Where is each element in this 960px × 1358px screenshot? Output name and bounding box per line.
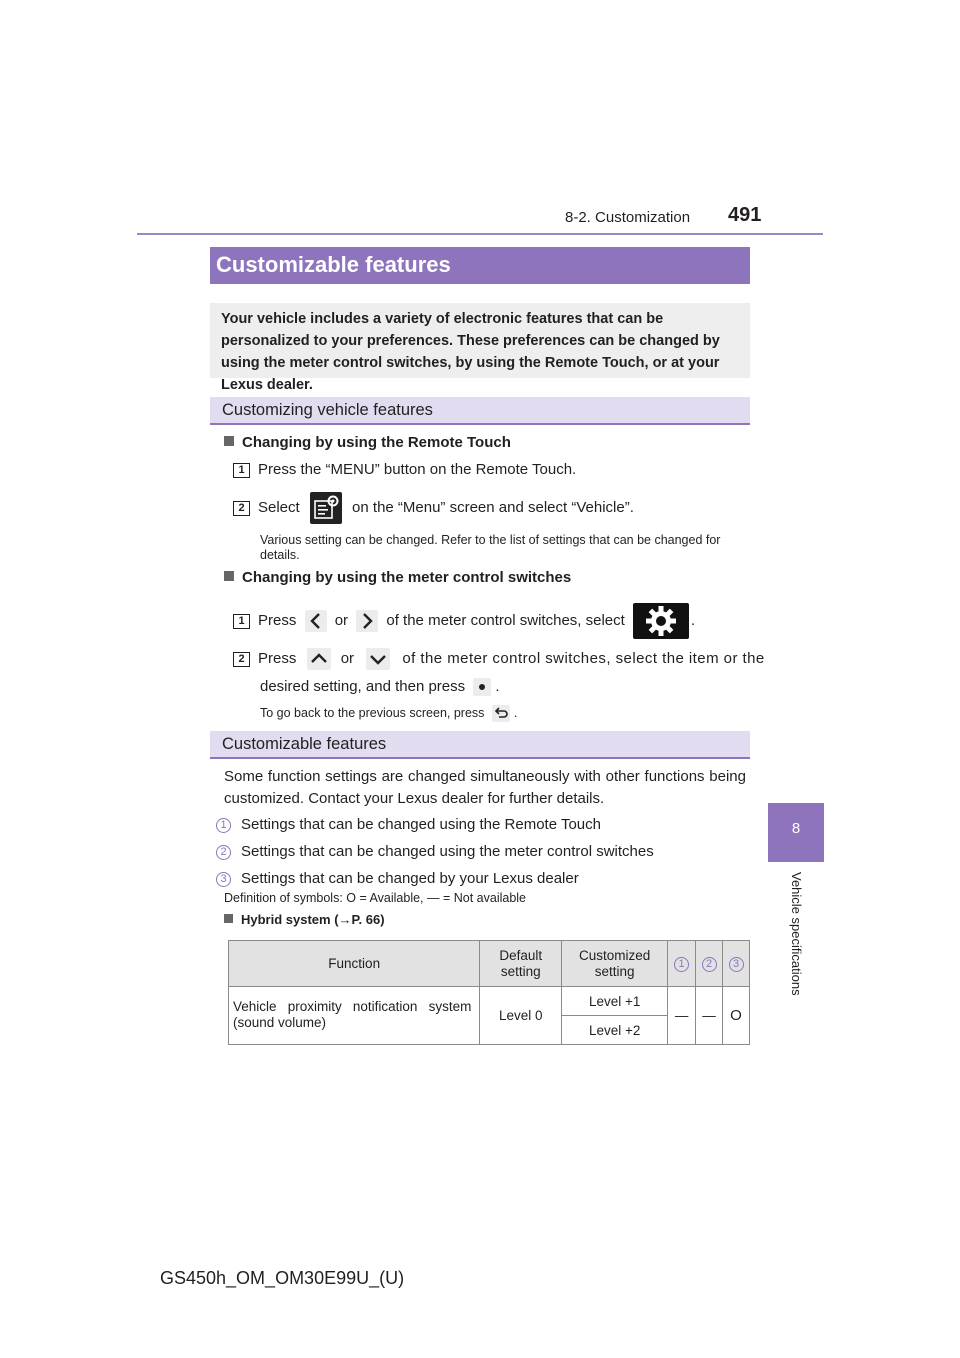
intro-text: Your vehicle includes a variety of electronic features that can be personalized to your preferences. These preferences can be changed by using the meter control switches, by using the Remote Touch, or at your Lexus dealer. <box>210 303 750 378</box>
circled-number: 1 <box>216 818 231 833</box>
cell-avail-3: O <box>723 987 750 1045</box>
meter-step-1-text-a: Press <box>258 611 297 629</box>
header-custom: Customized setting <box>562 941 668 987</box>
chevron-left-icon <box>305 610 327 632</box>
hybrid-system-heading-text: Hybrid system (→P. 66) <box>241 912 385 927</box>
chevron-right-icon <box>356 610 378 632</box>
meter-step-1-text-d: . <box>690 611 696 629</box>
enter-dot-icon <box>473 678 491 696</box>
list-item <box>216 816 601 833</box>
header-col-2 <box>696 941 723 987</box>
circled-number: 2 <box>216 845 231 860</box>
circled-number: 3 <box>729 957 744 972</box>
meter-step-2-text-c: of the meter control switches, select the item or the <box>402 649 765 667</box>
remote-note: Various setting can be changed. Refer to the list of settings that can be changed for details. <box>260 533 721 562</box>
bullet-square <box>224 914 233 923</box>
header-divider <box>137 233 823 235</box>
symbol-definition: Definition of symbols: O = Available, — = Not available <box>224 891 527 905</box>
meter-step-1-text-c: of the meter control switches, select <box>386 611 625 629</box>
bullet-square <box>224 436 234 446</box>
step-number: 2 <box>233 501 250 516</box>
table-row <box>229 987 750 1016</box>
page-title: Customizable features <box>210 247 750 284</box>
meter-step-2-text-b: or <box>340 649 355 667</box>
section-heading-customizable: Customizable features <box>210 731 750 759</box>
chevron-up-icon <box>307 648 331 670</box>
chapter-tab: 8 <box>768 803 824 862</box>
chapter-label: Vehicle specifications <box>789 872 804 996</box>
header-default: Default setting <box>480 941 562 987</box>
meter-switch-heading-text: Changing by using the meter control switches <box>242 569 572 586</box>
meter-step-2 <box>233 648 765 670</box>
header-function: Function <box>229 941 480 987</box>
meter-step-2-cont <box>260 678 499 696</box>
remote-step-2-post: on the “Menu” screen and select “Vehicle”. <box>352 498 634 516</box>
meter-step-2-text-d: desired setting, and then press <box>260 678 466 695</box>
cell-function: Vehicle proximity notification system (sound volume) <box>229 987 480 1045</box>
hybrid-system-heading <box>224 912 385 927</box>
circled-number: 3 <box>216 872 231 887</box>
vehicle-settings-icon <box>310 492 342 524</box>
remote-step-2 <box>233 492 634 524</box>
header-col-3 <box>723 941 750 987</box>
meter-step-1-text-b: or <box>334 611 349 629</box>
list-item-text: Settings that can be changed using the Remote Touch <box>241 816 601 833</box>
gear-icon <box>633 603 689 639</box>
step-number: 1 <box>233 614 250 629</box>
remote-step-2-pre: Select <box>258 498 300 516</box>
back-arrow-icon <box>492 705 510 722</box>
meter-note-text: To go back to the previous screen, press <box>260 705 485 720</box>
circled-number: 1 <box>674 957 689 972</box>
cell-default: Level 0 <box>480 987 562 1045</box>
remote-step-1-text: Press the “MENU” button on the Remote Touch. <box>258 461 577 478</box>
list-item-text: Settings that can be changed by your Lexus dealer <box>241 870 579 887</box>
meter-note-period: . <box>513 705 518 720</box>
meter-step-2-text-e: . <box>495 678 500 695</box>
step-number: 2 <box>233 652 250 667</box>
meter-note <box>260 705 748 722</box>
section-header: 8-2. Customization <box>565 209 691 226</box>
features-table <box>228 940 750 1045</box>
cell-avail-2: — <box>696 987 723 1045</box>
meter-step-2-text-a: Press <box>258 649 297 667</box>
list-item <box>216 870 579 887</box>
circled-number: 2 <box>702 957 717 972</box>
list-item <box>216 843 654 860</box>
header-col-1 <box>668 941 696 987</box>
meter-switch-heading <box>224 569 571 586</box>
table-header-row <box>229 941 750 987</box>
list-item-text: Settings that can be changed using the meter control switches <box>241 843 654 860</box>
chevron-down-icon <box>366 648 390 670</box>
remote-touch-heading <box>224 434 511 451</box>
step-number: 1 <box>233 463 250 478</box>
bullet-square <box>224 571 234 581</box>
remote-touch-heading-text: Changing by using the Remote Touch <box>242 434 511 451</box>
cell-custom-1: Level +1 <box>562 987 668 1016</box>
document-code: GS450h_OM_OM30E99U_(U) <box>160 1268 405 1288</box>
cell-avail-1: — <box>668 987 696 1045</box>
customizable-paragraph: Some function settings are changed simultaneously with other functions being customized. Contact your Lexus dealer for further details. <box>224 768 746 807</box>
section-heading-customizing: Customizing vehicle features <box>210 397 750 425</box>
cell-custom-2: Level +2 <box>562 1016 668 1045</box>
remote-step-1 <box>233 461 576 478</box>
page-number: 491 <box>728 204 762 226</box>
meter-step-1 <box>233 603 695 639</box>
